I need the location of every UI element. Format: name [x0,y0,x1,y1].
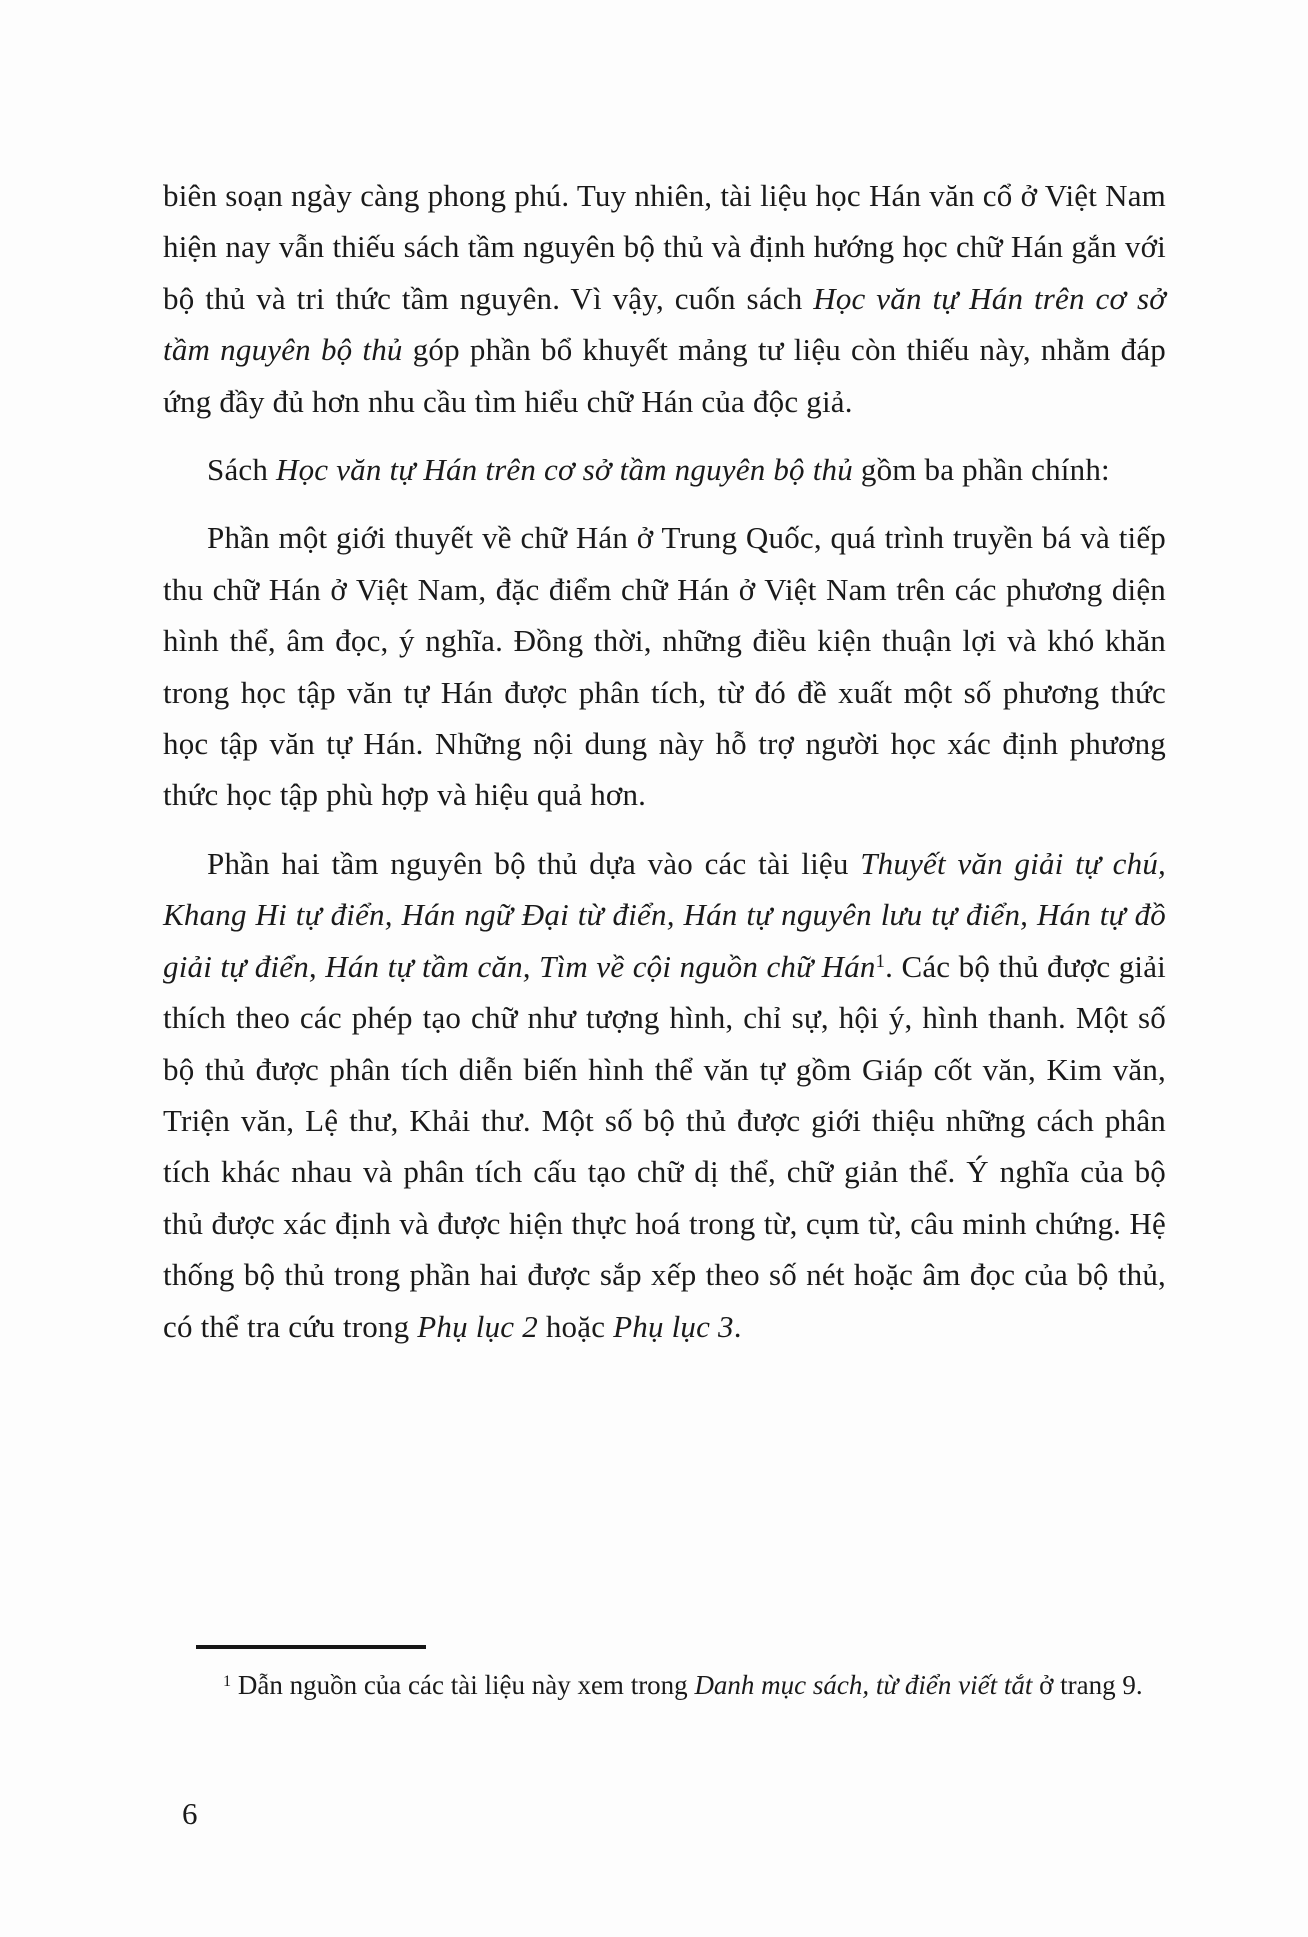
main-text [163,170,1166,1352]
text-run: ở trang 9. [1032,1670,1143,1700]
abbreviation-list-title-italic: Danh mục sách, từ điển viết tắt [694,1670,1033,1700]
text-run: . Các bộ thủ được giải thích theo các phép tạo chữ như tượng hình, chỉ sự, hội ý, hình thanh. Một số bộ thủ được phân tích diễn biến hình thể văn tự gồm Giáp cốt văn, Kim văn, Triện văn, Lệ thư, Khải thư. Một số bộ thủ được giới thiệu những cách phân tích khác nhau và phân tích cấu tạo chữ dị thể, chữ giản thể. Ý nghĩa của bộ thủ được xác định và được hiện thực hoá trong từ, cụm từ, câu minh chứng. Hệ thống bộ thủ trong phần hai được sắp xếp theo số nét hoặc âm đọc của bộ thủ, có thể tra cứu trong [163,948,1166,1344]
appendix-title-italic: Phụ lục 2 [417,1308,538,1344]
text-run: góp phần bổ khuyết mảng tư liệu còn thiếu này, nhằm đáp ứng đầy đủ hơn nhu cầu tìm hiểu chữ Hán của độc giả. [163,332,1166,419]
text-run: Dẫn nguồn của các tài liệu này xem trong [231,1670,695,1700]
footnote-reference-marker: 1 [875,951,886,973]
paragraph-overview [163,444,1166,495]
footnote-area [163,1645,1166,1707]
book-title-italic: Học văn tự Hán trên cơ sở tầm nguyên bộ thủ [163,280,1166,368]
appendix-title-italic: Phụ lục 3 [613,1308,734,1344]
paragraph-continuation [163,170,1166,427]
text-run: gồm ba phần chính: [852,452,1110,488]
text-run: biên soạn ngày càng phong phú. Tuy nhiên, tài liệu học Hán văn cổ ở Việt Nam hiện nay vẫn thiếu sách tầm nguyên bộ thủ và định hướng học chữ Hán gắn với bộ thủ và tri thức tầm nguyên. Vì vậy, cuốn sách [163,178,1166,316]
paragraph-part-two [163,838,1166,1352]
book-title-italic: Học văn tự Hán trên cơ sở tầm nguyên bộ thủ [276,452,853,488]
footnote-marker: 1 [223,1671,232,1690]
text-run: Phần một giới thuyết về chữ Hán ở Trung Quốc, quá trình truyền bá và tiếp thu chữ Hán ở Việt Nam, đặc điểm chữ Hán ở Việt Nam trên các phương diện hình thể, âm đọc, ý nghĩa. Đồng thời, những điều kiện thuận lợi và khó khăn trong học tập văn tự Hán được phân tích, từ đó đề xuất một số phương thức học tập văn tự Hán. Những nội dung này hỗ trợ người học xác định phương thức học tập phù hợp và hiệu quả hơn. [163,520,1166,813]
footnote-separator-rule [196,1645,426,1649]
text-run: . [733,1308,742,1344]
reference-titles-italic: Thuyết văn giải tự chú, Khang Hi tự điển, Hán ngữ Đại từ điển, Hán tự nguyên lưu tự điển, Hán tự đồ giải tự điển, Hán tự tầm căn, Tìm về cội nguồn chữ Hán [163,845,1166,984]
paragraph-part-one [163,512,1166,820]
text-run: hoặc [537,1308,614,1344]
text-run: Sách [207,452,277,488]
footnote-text [163,1664,1166,1707]
page-number: 6 [182,1796,198,1831]
text-run: Phần hai tầm nguyên bộ thủ dựa vào các tài liệu [207,845,861,881]
